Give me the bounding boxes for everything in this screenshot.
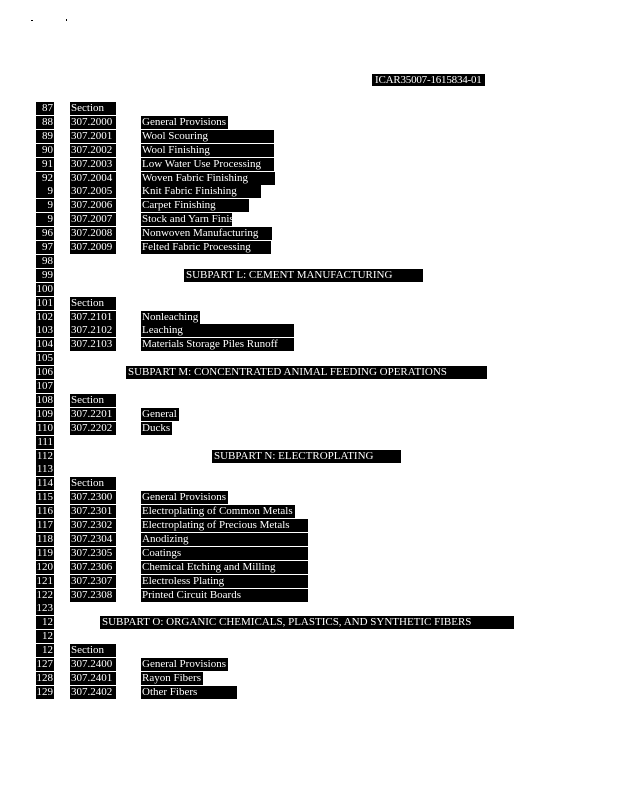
subpart-heading: SUBPART M: CONCENTRATED ANIMAL FEEDING OPERATIONS: [126, 366, 487, 379]
section-number: 307.2302: [70, 519, 116, 532]
section-number: 307.2300: [70, 491, 116, 504]
section-number: 307.2101: [70, 311, 116, 324]
subpart-heading: SUBPART L: CEMENT MANUFACTURING: [184, 269, 423, 282]
line-number: 9: [36, 185, 54, 198]
section-number: 307.2005: [70, 185, 116, 198]
line-number: 112: [36, 449, 53, 462]
section-title: Wool Scouring: [141, 130, 274, 143]
line-number: 120: [36, 560, 53, 573]
section-title: Nonwoven Manufacturing: [141, 227, 272, 240]
section-number: 307.2007: [70, 213, 116, 226]
section-title: General Provisions: [142, 658, 227, 670]
section-number: 307.2301: [70, 505, 116, 518]
document-id: ICAR35007-1615834-01: [372, 74, 485, 86]
section-number: 307.2400: [70, 658, 116, 671]
line-number: 12: [36, 630, 54, 643]
line-number: 100: [36, 282, 53, 295]
section-number: 307.2003: [70, 158, 116, 171]
section-title: Carpet Finishing: [141, 199, 249, 212]
section-title: Knit Fabric Finishing: [141, 185, 261, 198]
line-number: 12: [36, 644, 54, 657]
section-title: Low Water Use Processing: [141, 158, 274, 171]
section-title: Electroless Plating: [141, 575, 308, 588]
section-title: Wool Finishing: [141, 144, 274, 157]
line-number: 97: [36, 241, 54, 254]
line-number: 119: [36, 546, 53, 559]
line-number: 122: [36, 588, 53, 601]
section-number: 307.2008: [70, 227, 116, 240]
section-title: General: [142, 407, 177, 420]
section-number: 307.2402: [70, 686, 116, 699]
line-number: 110: [36, 421, 53, 434]
line-number: 103: [36, 324, 53, 337]
line-number: 115: [36, 491, 53, 504]
line-number: 123: [36, 602, 53, 615]
section-number: Section: [70, 477, 116, 490]
section-title: Nonleaching: [142, 310, 199, 323]
line-number: 114: [36, 477, 53, 490]
line-number: 109: [36, 407, 53, 420]
scan-speck: [66, 19, 67, 21]
subpart-heading: SUBPART O: ORGANIC CHEMICALS, PLASTICS, AND SYNTHETIC FIBERS: [100, 616, 514, 629]
section-number: 307.2009: [70, 241, 116, 254]
section-number: 307.2401: [70, 672, 116, 685]
section-title: Ducks: [142, 421, 171, 434]
section-number: 307.2002: [70, 144, 116, 157]
section-number: 307.2000: [70, 116, 116, 129]
line-number: 90: [36, 144, 54, 157]
line-number: 98: [36, 255, 54, 268]
section-number: Section: [70, 644, 116, 657]
line-number: 9: [36, 213, 54, 226]
section-title: Woven Fabric Finishing: [141, 172, 275, 185]
section-title: Anodizing: [141, 533, 308, 546]
line-number: 88: [36, 116, 54, 129]
line-number: 89: [36, 130, 54, 143]
section-number: 307.2304: [70, 533, 116, 546]
line-number: 111: [37, 435, 53, 448]
section-number: Section: [70, 102, 116, 115]
section-title: General Provisions: [142, 115, 227, 128]
line-number: 9: [36, 199, 54, 212]
section-title: Materials Storage Piles Runoff: [141, 338, 294, 351]
line-number: 91: [36, 158, 54, 171]
line-number: 92: [36, 172, 54, 185]
section-number: 307.2006: [70, 199, 116, 212]
line-number: 106: [36, 366, 53, 379]
line-number: 105: [36, 352, 53, 365]
line-number: 113: [36, 463, 53, 476]
section-number: 307.2004: [70, 172, 116, 185]
section-title: General Provisions: [142, 491, 227, 504]
section-title: Leaching: [141, 324, 294, 337]
line-number: 96: [36, 227, 54, 240]
line-number: 99: [36, 269, 54, 282]
section-number: Section: [70, 297, 116, 310]
section-number: 307.2202: [70, 422, 116, 435]
subpart-heading: SUBPART N: ELECTROPLATING: [212, 450, 401, 463]
section-number: 307.2308: [70, 589, 116, 602]
line-number: 129: [36, 685, 53, 698]
line-number: 116: [36, 505, 53, 518]
line-number: 121: [36, 574, 53, 587]
section-title: Felted Fabric Processing: [141, 241, 271, 254]
section-title: Other Fibers: [141, 686, 237, 699]
section-title: Electroplating of Precious Metals: [141, 519, 308, 532]
line-number: 12: [36, 616, 54, 629]
section-title: Rayon Fibers: [142, 671, 201, 684]
section-number: 307.2001: [70, 130, 116, 143]
section-title: Coatings: [141, 547, 308, 560]
section-number: 307.2307: [70, 575, 116, 588]
scan-speck: [31, 20, 33, 21]
section-number: 307.2306: [70, 561, 116, 574]
line-number: 118: [36, 532, 53, 545]
section-number: Section: [70, 394, 116, 407]
line-number: 101: [36, 296, 53, 309]
section-number: 307.2102: [70, 324, 116, 337]
section-title: Chemical Etching and Milling: [141, 561, 308, 574]
section-number: 307.2103: [70, 338, 116, 351]
section-number: 307.2305: [70, 547, 116, 560]
line-number: 128: [36, 671, 53, 684]
section-title: Stock and Yarn Finishing: [142, 213, 254, 226]
line-number: 108: [36, 393, 53, 406]
line-number: 104: [36, 338, 53, 351]
section-title: Printed Circuit Boards: [141, 589, 308, 602]
section-number: 307.2201: [70, 408, 116, 421]
line-number: 127: [36, 658, 53, 670]
line-number: 107: [36, 380, 53, 392]
line-number: 102: [36, 310, 53, 323]
line-number: 87: [36, 102, 54, 115]
line-number: 117: [36, 519, 53, 531]
section-title: Electroplating of Common Metals: [142, 505, 293, 518]
